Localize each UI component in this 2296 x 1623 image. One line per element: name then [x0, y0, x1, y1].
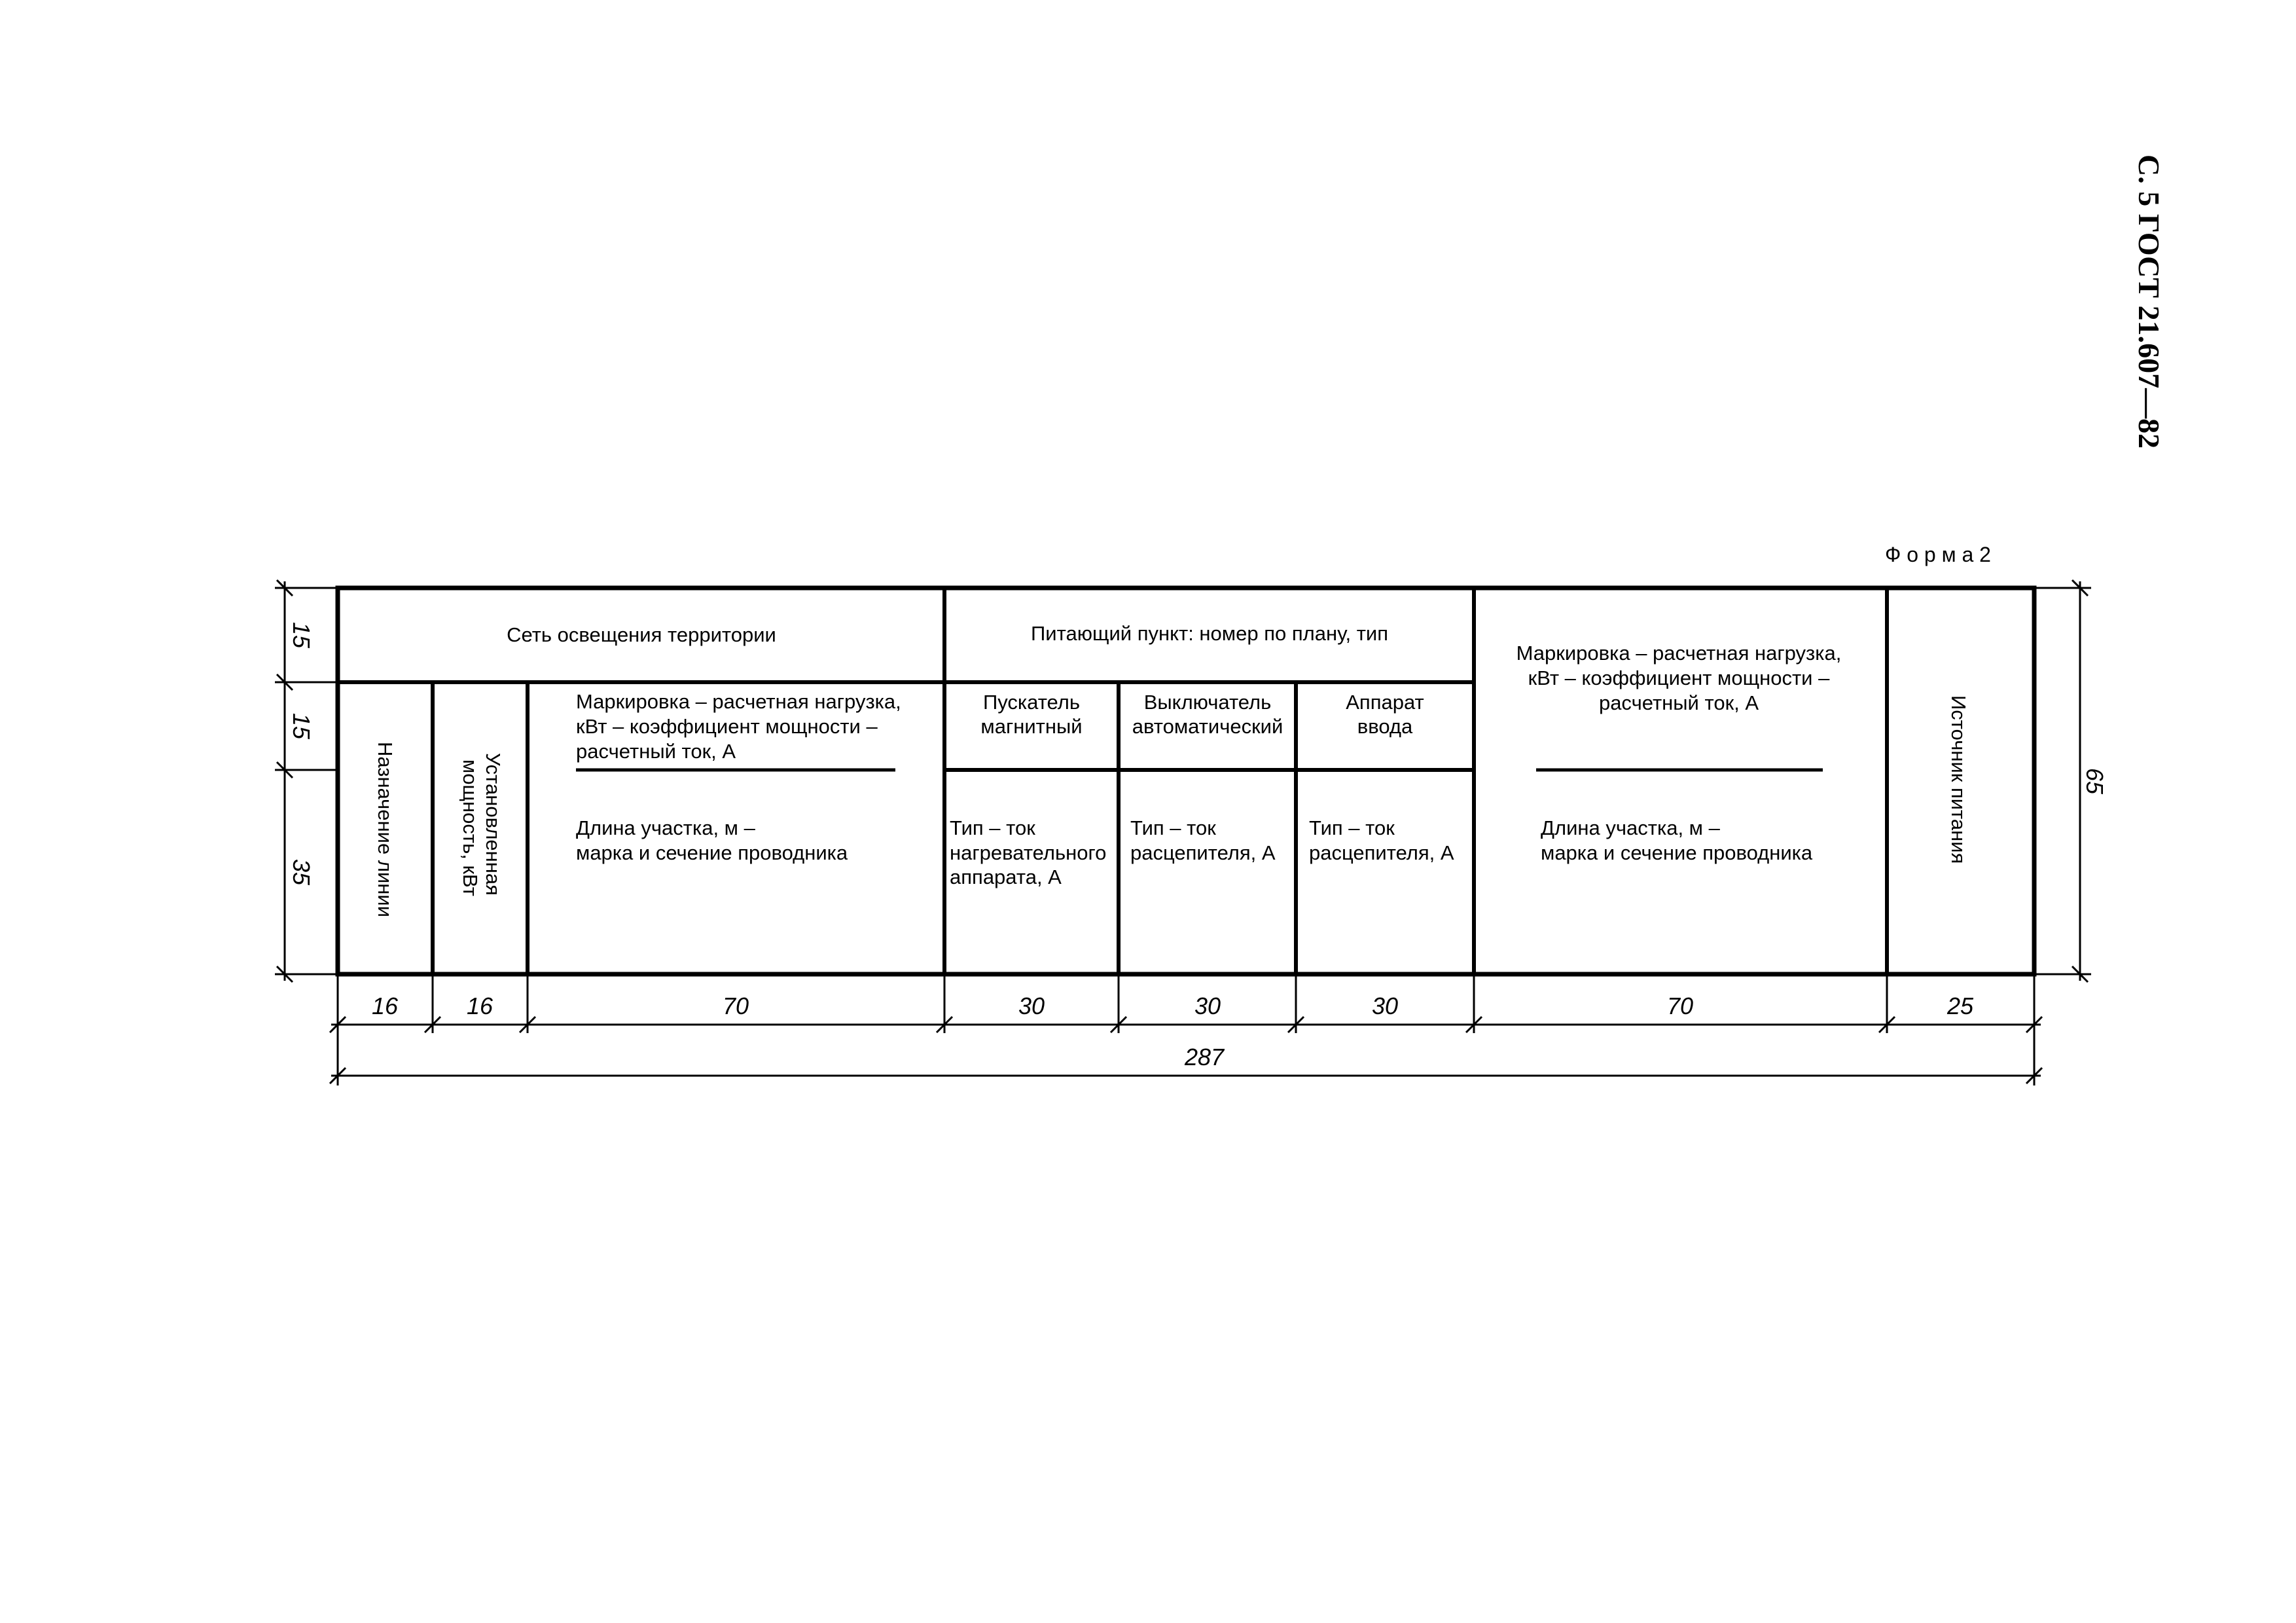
installed-power-label-line2: мощность, кВт — [459, 759, 482, 896]
marking-left-top-line1: Маркировка – расчетная нагрузка, — [576, 690, 901, 713]
feeder-header: Питающий пункт: номер по плану, тип — [1031, 622, 1388, 645]
dim-col-8: 25 — [1946, 993, 1974, 1019]
network-header: Сеть освещения территории — [507, 623, 776, 646]
marking-right-top-line3: расчетный ток, А — [1598, 691, 1759, 714]
dim-col-5: 30 — [1194, 993, 1221, 1019]
dim-row-1: 15 — [288, 621, 315, 649]
form-label: Ф о р м а 2 — [1885, 543, 1991, 566]
marking-left-top-line2: кВт – коэффициент мощности – — [576, 715, 878, 738]
dim-total-width: 287 — [1184, 1044, 1225, 1070]
input-device-body-line2: расцепителя, А — [1309, 841, 1454, 864]
installed-power-label-line1: Установленная — [482, 753, 505, 896]
marking-right-bottom-line1: Длина участка, м – — [1541, 816, 1720, 839]
dim-col-4: 30 — [1018, 993, 1045, 1019]
dim-col-1: 16 — [371, 993, 399, 1019]
breaker-body-line2: расцепителя, А — [1130, 841, 1276, 864]
starter-body-line3: аппарата, А — [950, 866, 1062, 888]
power-source-label: Источник питания — [1947, 695, 1970, 864]
line-purpose-label: Назначение линии — [374, 742, 397, 918]
dim-col-7: 70 — [1666, 993, 1694, 1019]
breaker-header-line2: автоматический — [1132, 715, 1283, 738]
page-header: С. 5 ГОСТ 21.607—82 — [2132, 155, 2166, 449]
marking-left-top-line3: расчетный ток, А — [576, 740, 736, 763]
marking-right-top-line1: Маркировка – расчетная нагрузка, — [1516, 642, 1842, 665]
dim-col-3: 70 — [722, 993, 749, 1019]
marking-right-bottom-line2: марка и сечение проводника — [1541, 841, 1813, 864]
starter-body-line2: нагревательного — [950, 841, 1107, 864]
input-device-header-line1: Аппарат — [1346, 691, 1424, 714]
input-device-body-line1: Тип – ток — [1309, 816, 1395, 839]
dim-col-2: 16 — [466, 993, 493, 1019]
marking-left-bottom-line2: марка и сечение проводника — [576, 841, 848, 864]
dim-col-6: 30 — [1371, 993, 1399, 1019]
starter-body-line1: Тип – ток — [950, 816, 1035, 839]
dim-row-2: 15 — [288, 712, 315, 740]
breaker-body-line1: Тип – ток — [1130, 816, 1216, 839]
breaker-header-line1: Выключатель — [1143, 691, 1272, 714]
marking-left-bottom-line1: Длина участка, м – — [576, 816, 755, 839]
input-device-header-line2: ввода — [1357, 715, 1413, 738]
dim-row-3: 35 — [288, 858, 315, 886]
starter-header-line2: магнитный — [980, 715, 1083, 738]
marking-right-top-line2: кВт – коэффициент мощности – — [1528, 666, 1830, 689]
starter-header-line1: Пускатель — [982, 691, 1081, 714]
dim-total-height: 65 — [2081, 767, 2108, 795]
